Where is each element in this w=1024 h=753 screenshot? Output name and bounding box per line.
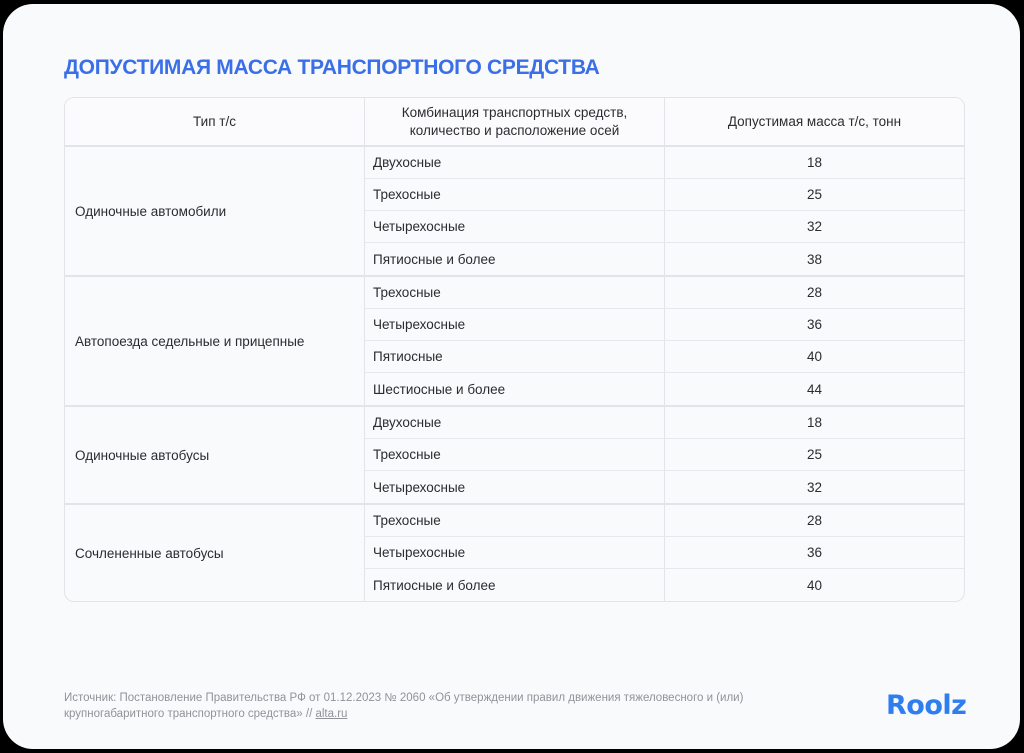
table-row — [365, 211, 964, 243]
axle-cell: Пятиосные — [365, 341, 665, 372]
table-row — [365, 471, 964, 503]
table-row — [365, 439, 964, 471]
table-row — [365, 407, 964, 439]
header-axle-combination — [365, 98, 665, 145]
header-axle-combination-label: Комбинация транспортных средств, количество и расположение осей — [401, 104, 628, 138]
axle-cell: Четырехосные — [365, 211, 665, 242]
mass-cell: 25 — [806, 187, 823, 202]
table-row — [365, 537, 964, 569]
table-row — [365, 277, 964, 309]
source-link[interactable]: alta.ru — [315, 708, 348, 720]
axle-cell: Трехосные — [365, 179, 665, 210]
table-header — [65, 98, 964, 147]
mass-cell: 32 — [806, 219, 823, 234]
mass-cell: 36 — [806, 317, 823, 332]
group-rows — [365, 147, 964, 275]
mass-cell: 18 — [806, 155, 823, 170]
axle-cell: Пятиосные и более — [365, 569, 665, 601]
vehicle-type-cell: Сочлененные автобусы — [65, 505, 365, 601]
mass-cell: 36 — [806, 545, 823, 560]
table-group — [65, 407, 964, 505]
mass-cell: 18 — [806, 415, 823, 430]
source-text: Источник: Постановление Правительства РФ от 01.12.2023 № 2060 «Об утверждении правил движения тяжеловесного и (или) крупногабаритного транспортного средства» // — [64, 692, 744, 720]
mass-cell: 44 — [806, 381, 823, 397]
mass-table — [64, 97, 965, 602]
axle-cell: Трехосные — [365, 505, 665, 536]
axle-cell: Четырехосные — [365, 309, 665, 340]
mass-cell: 25 — [806, 447, 823, 462]
mass-cell: 38 — [806, 251, 823, 267]
table-row — [365, 373, 964, 405]
table-group — [65, 147, 964, 277]
table-row — [365, 179, 964, 211]
axle-cell: Двухосные — [365, 407, 665, 438]
mass-cell: 28 — [806, 513, 823, 528]
axle-cell: Двухосные — [365, 147, 665, 178]
group-rows — [365, 407, 964, 503]
axle-cell: Трехосные — [365, 439, 665, 470]
vehicle-type-cell: Автопоезда седельные и прицепные — [65, 277, 365, 405]
table-row — [365, 505, 964, 537]
table-row — [365, 147, 964, 179]
vehicle-type-cell: Одиночные автобусы — [65, 407, 365, 503]
table-row — [365, 309, 964, 341]
group-rows — [365, 277, 964, 405]
header-allowed-mass: Допустимая масса т/с, тонн — [727, 113, 902, 129]
mass-cell: 40 — [806, 577, 823, 593]
mass-cell: 32 — [806, 479, 823, 495]
roolz-logo: Roolz — [886, 690, 967, 721]
table-body — [65, 147, 964, 601]
table-group — [65, 505, 964, 601]
axle-cell: Шестиосные и более — [365, 373, 665, 405]
page-title: ДОПУСТИМАЯ МАССА ТРАНСПОРТНОГО СРЕДСТВА — [64, 56, 600, 79]
mass-cell: 28 — [806, 285, 823, 300]
table-row — [365, 569, 964, 601]
axle-cell: Трехосные — [365, 277, 665, 308]
axle-cell: Четырехосные — [365, 537, 665, 568]
vehicle-type-cell: Одиночные автомобили — [65, 147, 365, 275]
table-row — [365, 341, 964, 373]
axle-cell: Пятиосные и более — [365, 243, 665, 275]
axle-cell: Четырехосные — [365, 471, 665, 503]
mass-cell: 40 — [806, 349, 823, 364]
source-note — [64, 690, 764, 722]
infographic-card — [3, 4, 1020, 749]
table-row — [365, 243, 964, 275]
group-rows — [365, 505, 964, 601]
header-vehicle-type: Тип т/с — [65, 98, 365, 145]
table-group — [65, 277, 964, 407]
